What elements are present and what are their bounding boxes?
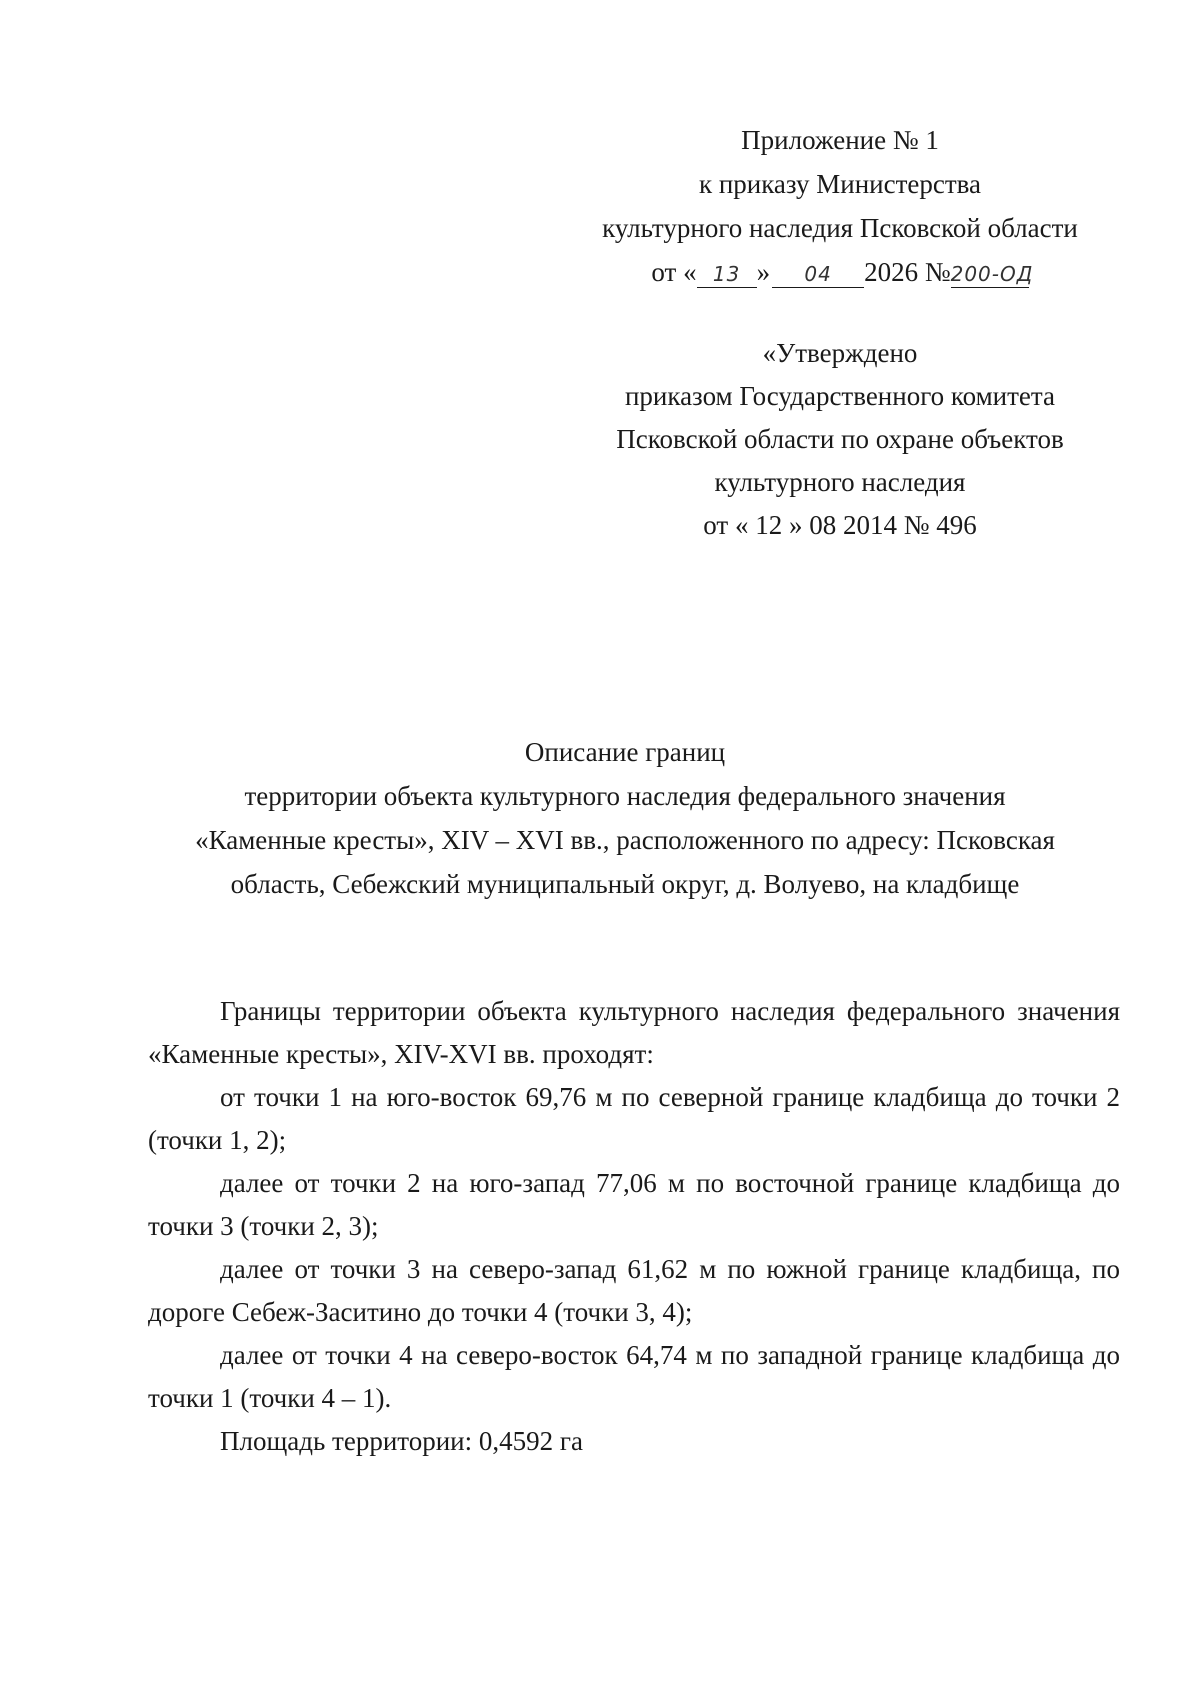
approved-by-order: приказом Государственного комитета	[624, 381, 1056, 411]
appendix-header	[560, 118, 1120, 294]
date-year-number: 2026 №	[864, 257, 951, 287]
handwritten-doc-number: 200-ОД	[950, 262, 1034, 286]
body-paragraph: Границы территории объекта культурного наследия федерального значения «Каменные кресты», XIV-XVI вв. проходят:	[148, 996, 1120, 1069]
document-title	[130, 730, 1120, 906]
date-prefix: от «	[651, 257, 697, 287]
handwritten-month: 04	[772, 261, 864, 288]
appendix-date-line	[560, 250, 1120, 294]
handwritten-day: 13	[697, 261, 757, 288]
title-line-1: Описание границ	[524, 737, 726, 767]
approved-heritage: культурного наследия	[714, 467, 966, 497]
approved-date: от « 12 » 08 2014 № 496	[703, 510, 977, 540]
appendix-ministry: культурного наследия Псковской области	[602, 213, 1078, 243]
title-line-3: «Каменные кресты», XIV – XVI вв., расположенного по адресу: Псковская	[195, 825, 1055, 855]
approved-committee: Псковской области по охране объектов	[616, 424, 1064, 454]
document-body	[148, 990, 1120, 1463]
appendix-number: Приложение № 1	[741, 125, 939, 155]
body-paragraph: далее от точки 4 на северо-восток 64,74 м по западной границе кладбища до точки 1 (точки 4 – 1).	[148, 1340, 1120, 1413]
body-paragraph: Площадь территории: 0,4592 га	[220, 1426, 583, 1456]
title-line-2: территории объекта культурного наследия федерального значения	[244, 781, 1006, 811]
body-paragraph: далее от точки 2 на юго-запад 77,06 м по восточной границе кладбища до точки 3 (точки 2, 3);	[148, 1168, 1120, 1241]
approved-heading: «Утверждено	[762, 338, 918, 368]
title-line-4: область, Себежский муниципальный округ, д. Волуево, на кладбище	[230, 869, 1020, 899]
body-paragraph: от точки 1 на юго-восток 69,76 м по северной границе кладбища до точки 2 (точки 1, 2);	[148, 1082, 1120, 1155]
appendix-order-ref: к приказу Министерства	[698, 169, 982, 199]
date-mid: »	[756, 257, 771, 287]
body-paragraph: далее от точки 3 на северо-запад 61,62 м по южной границе кладбища, по дороге Себеж-Заситино до точки 4 (точки 3, 4);	[148, 1254, 1120, 1327]
approved-block	[560, 332, 1120, 547]
